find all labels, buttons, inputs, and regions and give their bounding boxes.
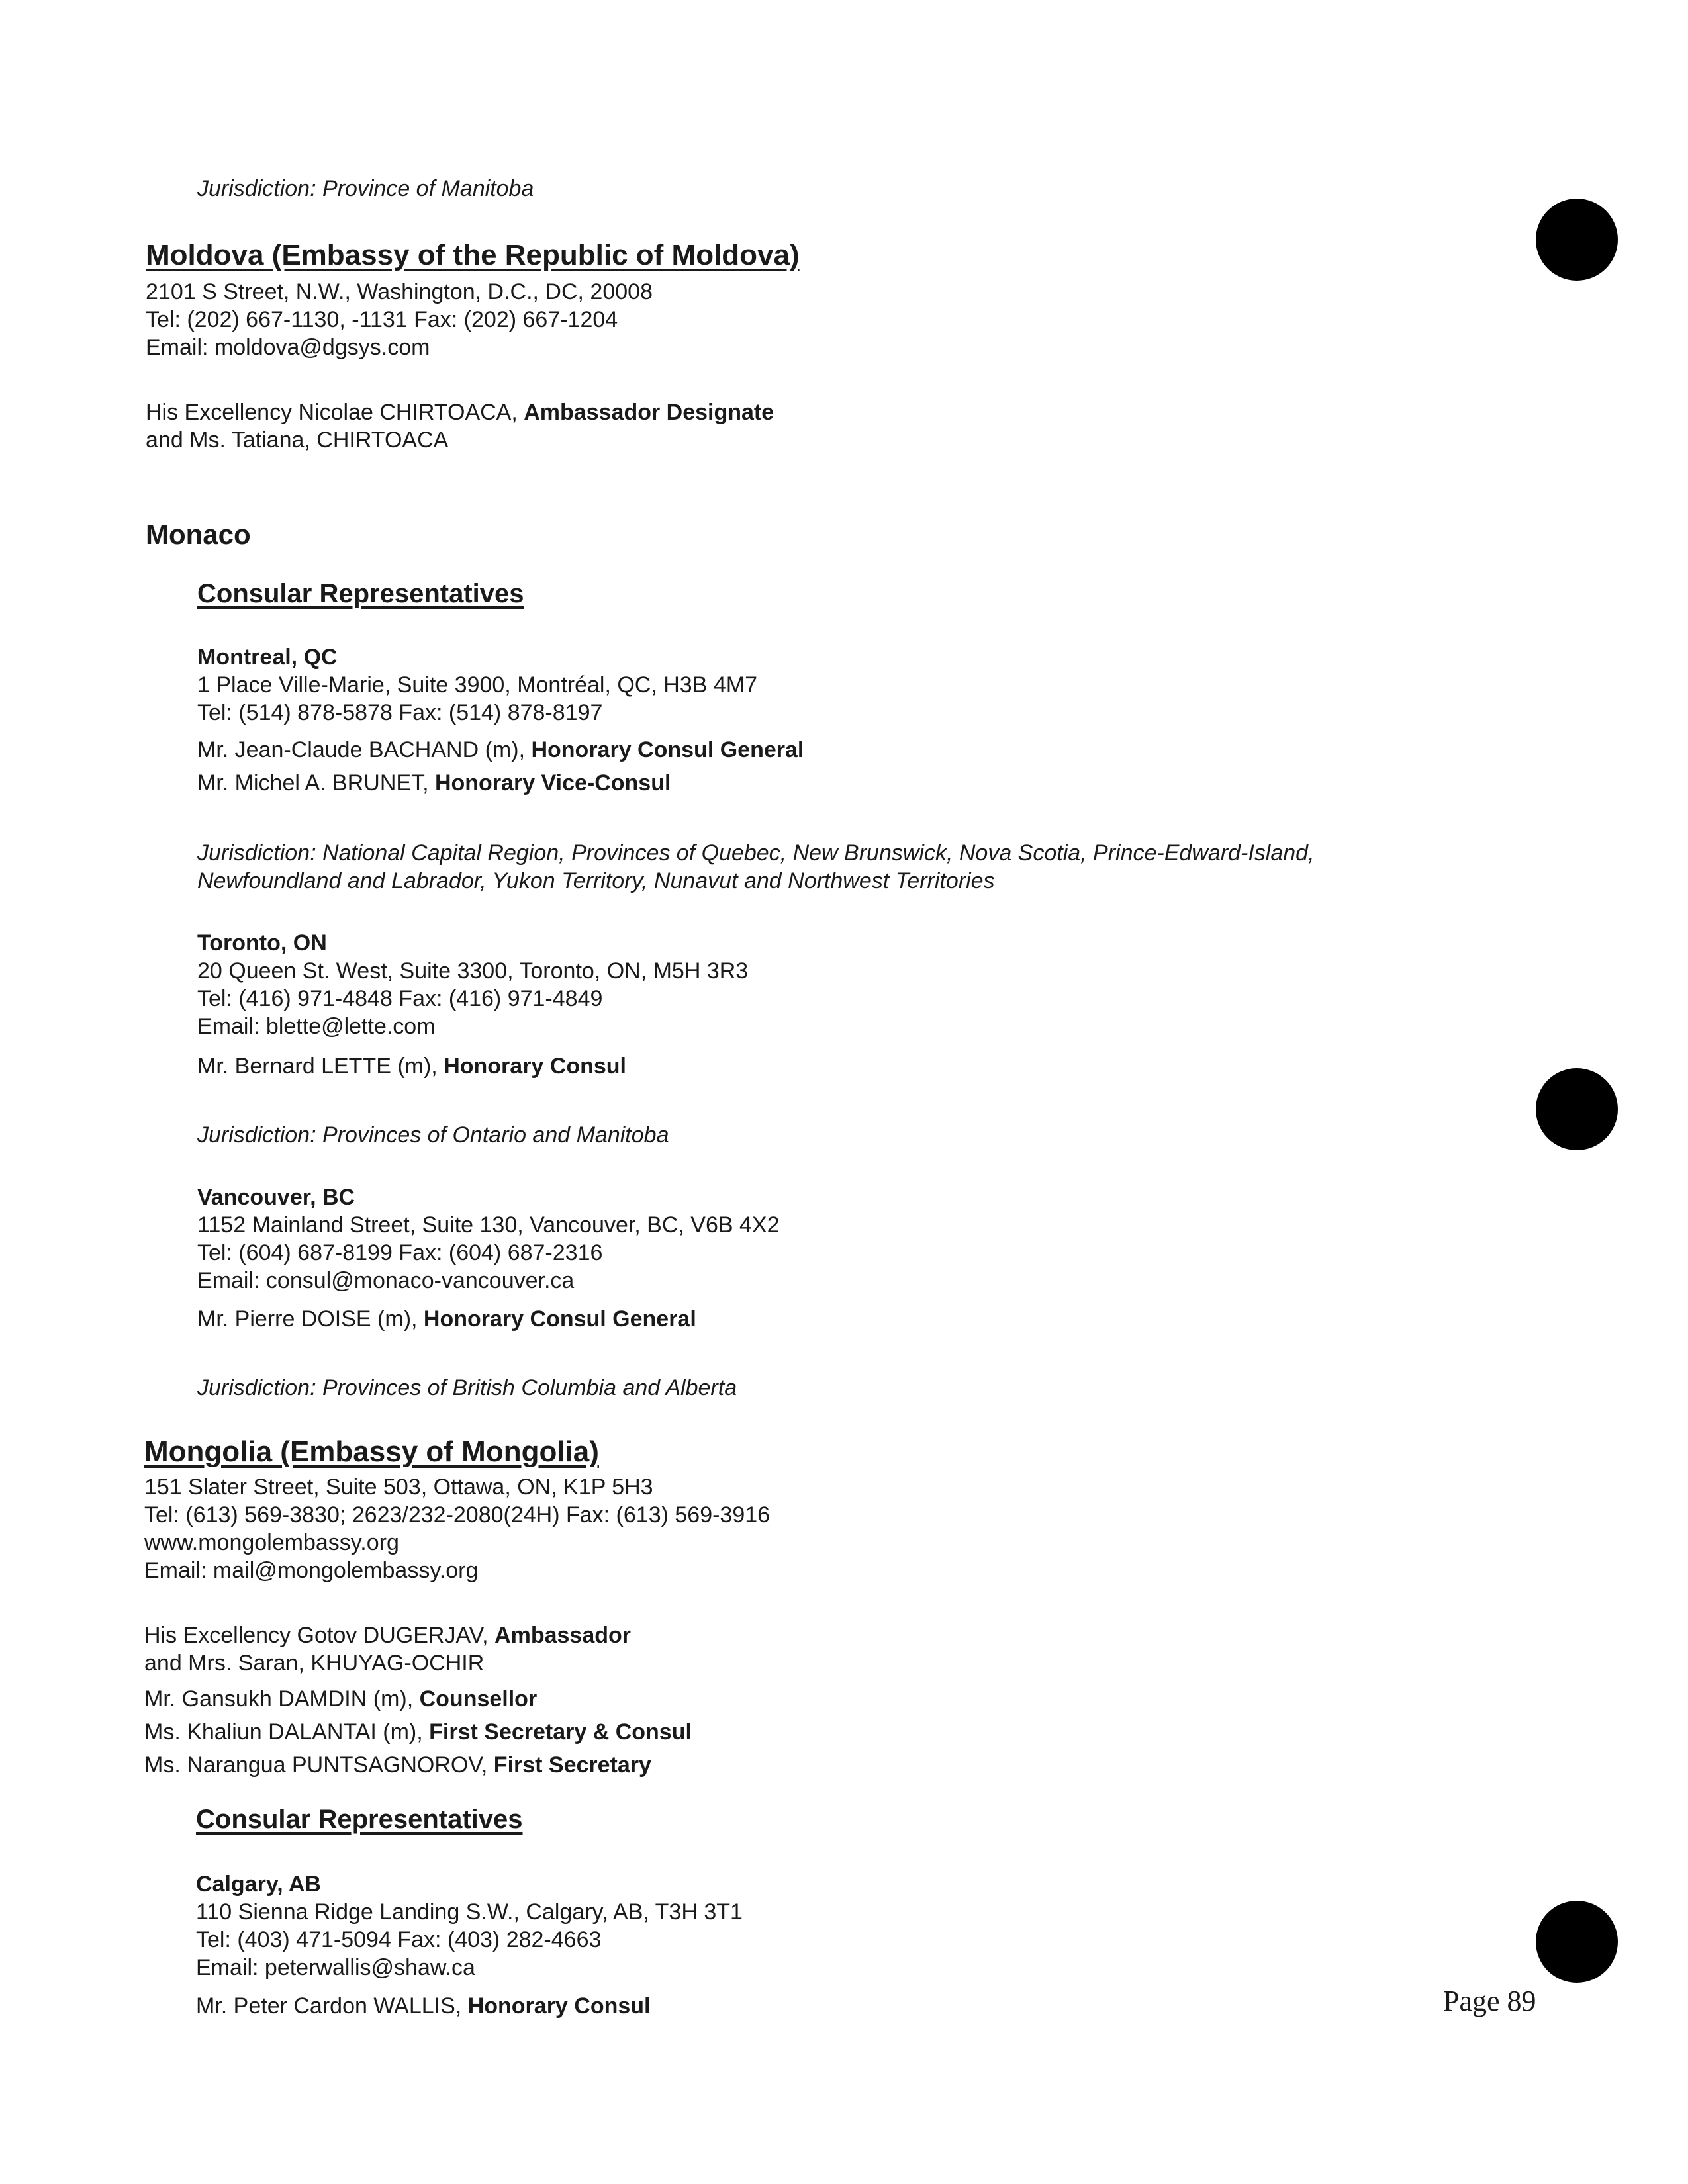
- staff-title: Counsellor: [419, 1686, 538, 1711]
- staff-name: and Mrs. Saran, KHUYAG-OCHIR: [144, 1651, 485, 1676]
- montreal-tel: Tel: (514) 878-5878 Fax: (514) 878-8197: [197, 700, 603, 725]
- mongolia-staff-4: [144, 1718, 692, 1746]
- toronto-tel: Tel: (416) 971-4848 Fax: (416) 971-4849: [197, 986, 603, 1011]
- toronto-city: Toronto, ON: [197, 931, 327, 956]
- mongolia-email: Email: mail@mongolembassy.org: [144, 1558, 479, 1583]
- moldova-staff-2: [146, 426, 448, 454]
- mongolia-tel: Tel: (613) 569-3830; 2623/232-2080(24H) Fax: (613) 569-3916: [144, 1502, 771, 1527]
- monaco-heading: Monaco: [146, 519, 251, 550]
- mongolia-heading: Mongolia (Embassy of Mongolia): [144, 1435, 599, 1468]
- staff-title: Honorary Consul General: [423, 1306, 696, 1332]
- staff-title: Honorary Consul: [467, 1993, 651, 2019]
- montreal-city: Montreal, QC: [197, 645, 338, 670]
- toronto-email: Email: blette@lette.com: [197, 1014, 436, 1039]
- moldova-staff-1: [146, 398, 774, 426]
- moldova-heading: Moldova (Embassy of the Republic of Moldova): [146, 239, 800, 271]
- staff-name: Ms. Narangua PUNTSAGNOROV,: [144, 1752, 494, 1778]
- staff-name: Mr. Jean-Claude BACHAND (m),: [197, 737, 532, 762]
- calgary-email: Email: peterwallis@shaw.ca: [196, 1955, 475, 1980]
- vancouver-email: Email: consul@monaco-vancouver.ca: [197, 1268, 575, 1293]
- vancouver-jurisdiction: Jurisdiction: Provinces of British Columbia and Alberta: [197, 1375, 737, 1400]
- mongolia-staff-1: [144, 1621, 631, 1649]
- vancouver-address: 1152 Mainland Street, Suite 130, Vancouver, BC, V6B 4X2: [197, 1212, 780, 1238]
- toronto-jurisdiction: Jurisdiction: Provinces of Ontario and Manitoba: [197, 1122, 669, 1148]
- toronto-staff-1: [197, 1052, 626, 1080]
- staff-title: First Secretary & Consul: [429, 1719, 692, 1745]
- staff-name: Mr. Pierre DOISE (m),: [197, 1306, 424, 1332]
- montreal-jurisdiction-1: Jurisdiction: National Capital Region, Provinces of Quebec, New Brunswick, Nova Scotia, Prince-Edward-Island,: [197, 841, 1315, 866]
- calgary-address: 110 Sienna Ridge Landing S.W., Calgary, AB, T3H 3T1: [196, 1899, 743, 1925]
- staff-name: Mr. Peter Cardon WALLIS,: [196, 1993, 468, 2019]
- page-number: Page 89: [1443, 1985, 1536, 2017]
- montreal-address: 1 Place Ville-Marie, Suite 3900, Montréal, QC, H3B 4M7: [197, 672, 757, 698]
- mongolia-website: www.mongolembassy.org: [144, 1530, 399, 1555]
- staff-name: Mr. Gansukh DAMDIN (m),: [144, 1686, 420, 1711]
- punch-hole-top: [1536, 199, 1618, 281]
- staff-name: Ms. Khaliun DALANTAI (m),: [144, 1719, 430, 1745]
- staff-title: First Secretary: [493, 1752, 651, 1778]
- punch-hole-bottom: [1536, 1901, 1618, 1983]
- staff-name: Mr. Michel A. BRUNET,: [197, 770, 435, 796]
- staff-title: Honorary Consul: [444, 1054, 626, 1079]
- mongolia-staff-3: [144, 1685, 537, 1713]
- staff-title: Honorary Vice-Consul: [434, 770, 671, 796]
- vancouver-city: Vancouver, BC: [197, 1185, 355, 1210]
- staff-name: His Excellency Gotov DUGERJAV,: [144, 1623, 495, 1648]
- calgary-city: Calgary, AB: [196, 1872, 321, 1897]
- calgary-tel: Tel: (403) 471-5094 Fax: (403) 282-4663: [196, 1927, 602, 1952]
- staff-title: Ambassador: [494, 1623, 632, 1648]
- monaco-consular-heading: Consular Representatives: [197, 579, 524, 608]
- mongolia-staff-5: [144, 1751, 651, 1779]
- staff-name: Mr. Bernard LETTE (m),: [197, 1054, 444, 1079]
- staff-title: Ambassador Designate: [524, 400, 774, 425]
- mongolia-consular-heading: Consular Representatives: [196, 1805, 523, 1834]
- moldova-address: 2101 S Street, N.W., Washington, D.C., DC, 20008: [146, 279, 653, 304]
- toronto-address: 20 Queen St. West, Suite 3300, Toronto, ON, M5H 3R3: [197, 958, 749, 983]
- staff-title: Honorary Consul General: [531, 737, 804, 762]
- montreal-staff-2: [197, 769, 671, 797]
- vancouver-staff-1: [197, 1305, 696, 1333]
- staff-name: and Ms. Tatiana, CHIRTOACA: [146, 428, 449, 453]
- punch-hole-middle: [1536, 1068, 1618, 1150]
- montreal-staff-1: [197, 736, 804, 764]
- mongolia-address: 151 Slater Street, Suite 503, Ottawa, ON, K1P 5H3: [144, 1475, 653, 1500]
- montreal-jurisdiction-2: Newfoundland and Labrador, Yukon Territory, Nunavut and Northwest Territories: [197, 868, 995, 893]
- moldova-tel: Tel: (202) 667-1130, -1131 Fax: (202) 667-1204: [146, 307, 618, 332]
- calgary-staff-1: [196, 1992, 651, 2020]
- mongolia-staff-2: [144, 1649, 484, 1677]
- jurisdiction-manitoba: Jurisdiction: Province of Manitoba: [197, 176, 534, 201]
- staff-name: His Excellency Nicolae CHIRTOACA,: [146, 400, 524, 425]
- moldova-email: Email: moldova@dgsys.com: [146, 335, 430, 360]
- vancouver-tel: Tel: (604) 687-8199 Fax: (604) 687-2316: [197, 1240, 603, 1265]
